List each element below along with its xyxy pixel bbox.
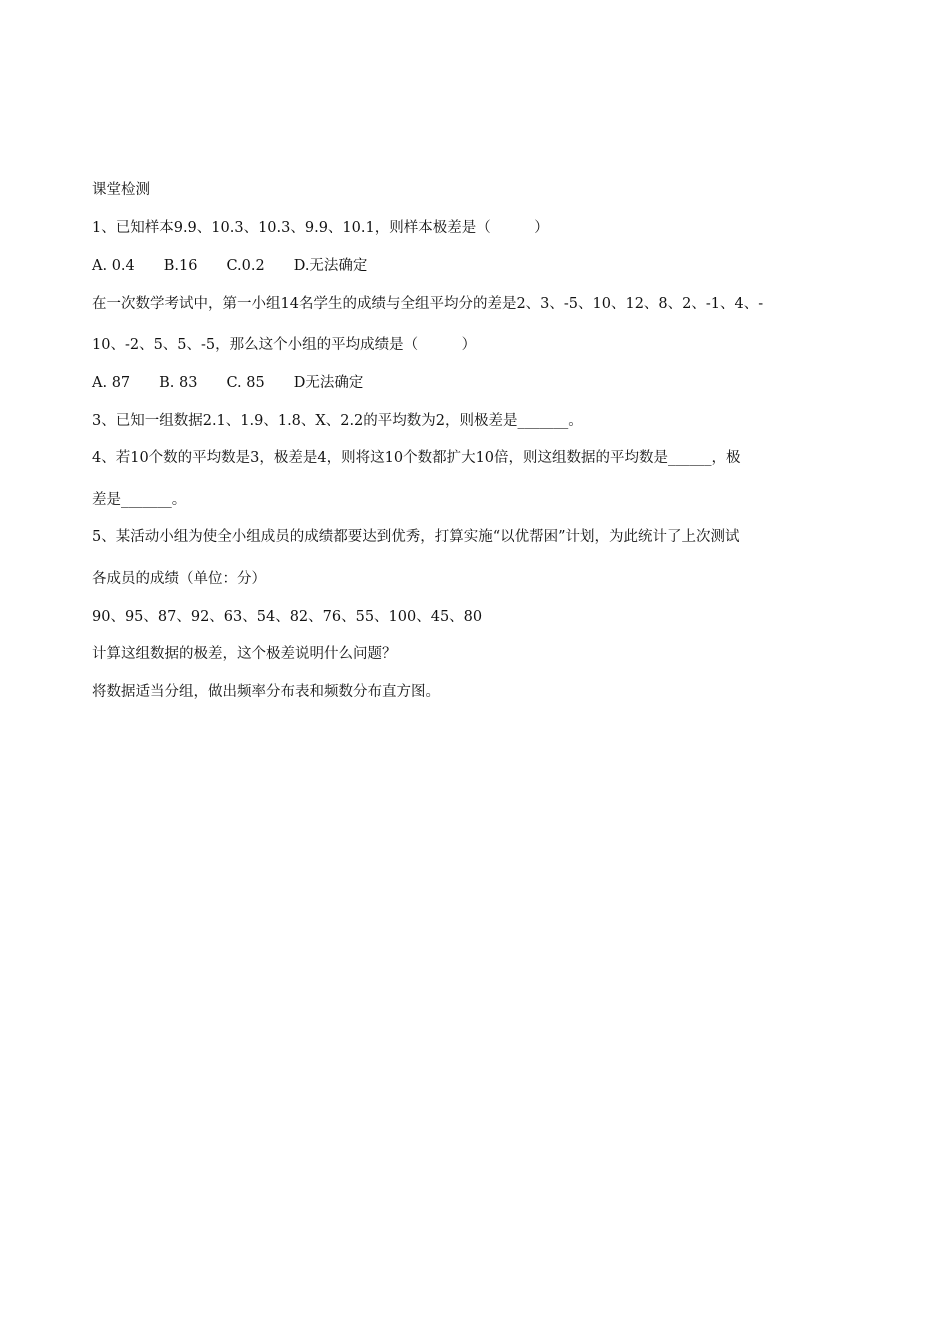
section-heading: 课堂检测 xyxy=(92,182,150,198)
question-5-task-1: 计算这组数据的极差，这个极差说明什么问题？ xyxy=(92,646,397,662)
question-1-stem: 1、已知样本9.9、10.3、10.3、9.9、10.1，则样本极差是（ ） xyxy=(92,220,549,236)
question-4-stem-line-1: 4、若10个数的平均数是3，极差是4，则将这10个数都扩大10倍，则这组数据的平均数是______，极 xyxy=(92,450,741,466)
question-5-stem-line-2: 各成员的成绩（单位：分） xyxy=(92,571,266,587)
question-3-stem: 3、已知一组数据2.1、1.9、1.8、X、2.2的平均数为2，则极差是_______。 xyxy=(92,413,583,429)
question-5-data: 90、95、87、92、63、54、82、76、55、100、45、80 xyxy=(92,609,483,625)
question-5-stem-line-1: 5、某活动小组为使全小组成员的成绩都要达到优秀，打算实施“以优帮困”计划，为此统计了上次测试 xyxy=(92,529,740,545)
question-1-options: A. 0.4 B.16 C.0.2 D.无法确定 xyxy=(92,258,368,274)
question-2-stem-line-2: 10、-2、5、5、-5，那么这个小组的平均成绩是（ ） xyxy=(92,337,477,353)
question-2-options: A. 87 B. 83 C. 85 D无法确定 xyxy=(92,375,364,391)
question-2-stem-line-1: 在一次数学考试中，第一小组14名学生的成绩与全组平均分的差是2、3、-5、10、12、8、2、-1、4、- xyxy=(92,296,764,312)
question-5-task-2: 将数据适当分组，做出频率分布表和频数分布直方图。 xyxy=(92,684,440,700)
question-4-stem-line-2: 差是_______。 xyxy=(92,492,187,508)
